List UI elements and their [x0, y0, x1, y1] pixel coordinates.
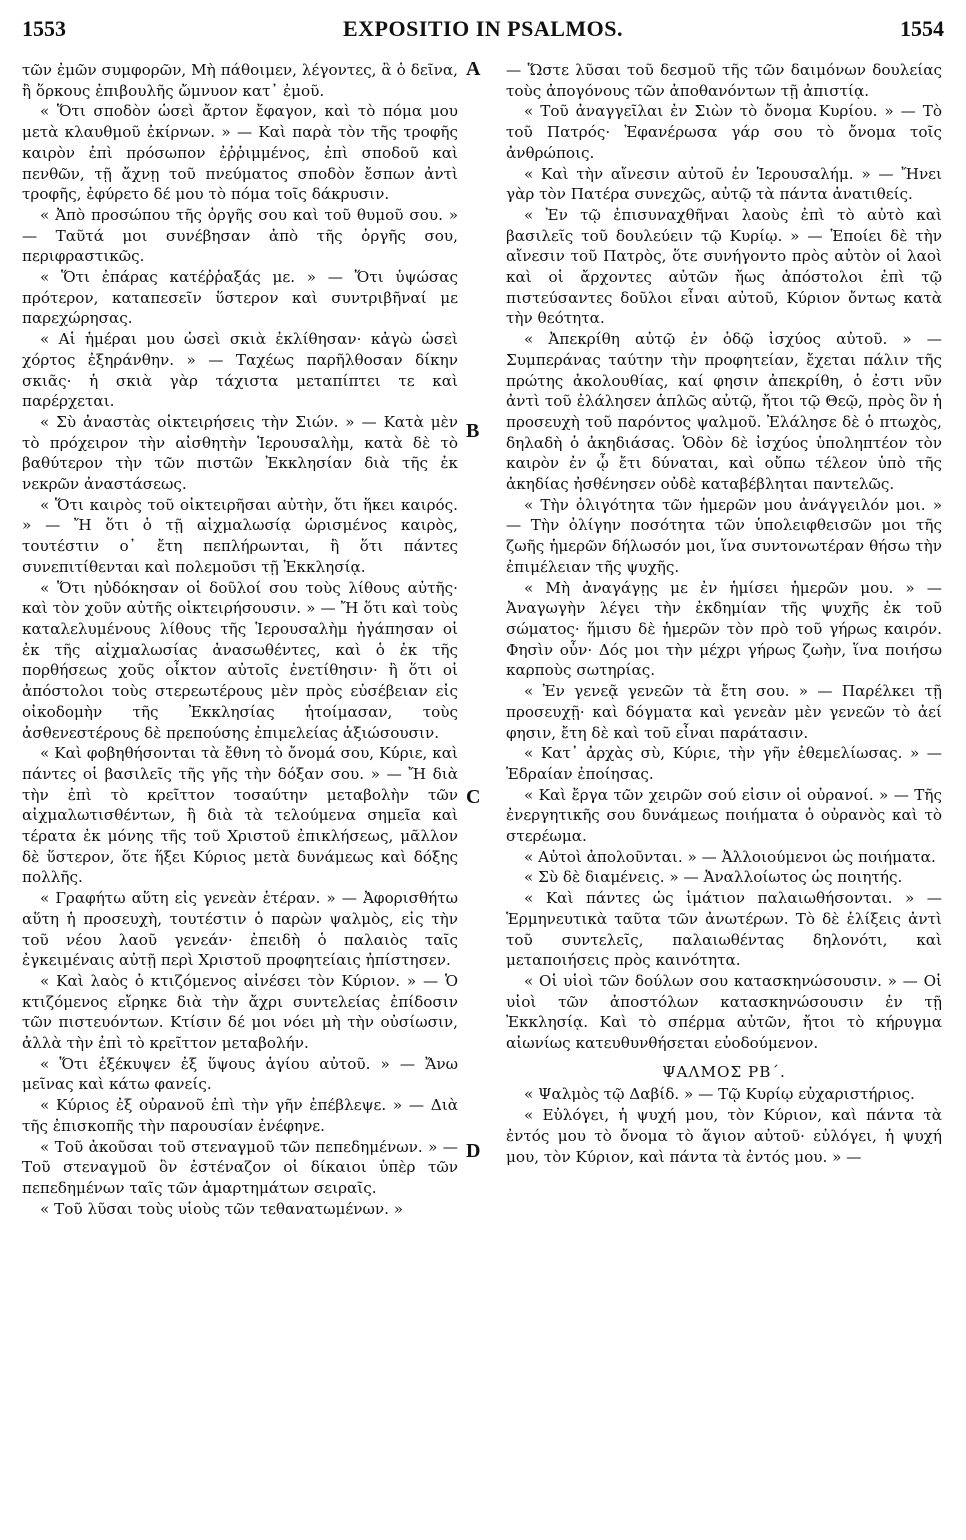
paragraph: « Τοῦ ἀκοῦσαι τοῦ στεναγμοῦ τῶν πεπεδημένων. » — Τοῦ στεναγμοῦ ὃν ἐστέναζον οἱ δίκαιοι ὑπὲρ τῶν πεπεδημένων ταῖς τῶν ἁμαρτημάτων σειραῖς.: [22, 1137, 458, 1197]
paragraph: « Αὐτοὶ ἀπολοῦνται. » — Ἀλλοιούμενοι ὡς ποιήματα.: [524, 847, 936, 866]
page-number-right: 1554: [900, 16, 944, 41]
paragraph: « Καὶ τὴν αἴνεσιν αὐτοῦ ἐν Ἱερουσαλήμ. » — Ἤνει γὰρ τὸν Πατέρα συνεχῶς, αὐτῷ τὰ πάντα ἀνατιθείς.: [506, 164, 942, 204]
page-header: [22, 16, 944, 52]
paragraph: « Ὅτι καιρὸς τοῦ οἰκτειρῆσαι αὐτὴν, ὅτι ἥκει καιρός. » — Ἤ ὅτι ὁ τῇ αἰχμαλωσίᾳ ὡρισμένος καιρὸς, τουτέστιν ο᾽ ἔτη πεπλήρωνται, ἢ ὅτι πάντες συνεπιτίθενται καὶ πολεμοῦσι τῇ Ἐκκλησίᾳ.: [22, 495, 458, 576]
paragraph: « Ἀπὸ προσώπου τῆς ὀργῆς σου καὶ τοῦ θυμοῦ σου. » — Ταῦτά μοι συνέβησαν ἀπὸ τῆς ὀργῆς σου, περιφραστικῶς.: [22, 205, 458, 266]
paragraph: « Ὅτι ἐξέκυψεν ἐξ ὕψους ἁγίου αὐτοῦ. » — Ἄνω μεῖνας καὶ κάτω φανείς.: [22, 1054, 458, 1094]
paragraph: « Κύριος ἐξ οὐρανοῦ ἐπὶ τὴν γῆν ἐπέβλεψε. » — Διὰ τῆς ἐπισκοπῆς τὴν παρουσίαν ἐνέφηνε.: [22, 1096, 458, 1135]
paragraph: « Τοῦ λῦσαι τοὺς υἱοὺς τῶν τεθανατωμένων. »: [40, 1199, 404, 1218]
margin-marker-b: B: [466, 420, 480, 442]
paragraph: « Μὴ ἀναγάγῃς με ἐν ἡμίσει ἡμερῶν μου. » — Ἀναγωγὴν λέγει τὴν ἐκδημίαν τῆς ψυχῆς ἐκ τοῦ σώματος· ἥμισυ δὲ ἡμερῶν τὸν πρὸ τοῦ γήρως καιρόν. Φησὶν οὖν· Δός μοι τὴν μέχρι γήρως ζωὴν, ἵνα ποιήσω καρποὺς σωτηρίας.: [506, 578, 942, 680]
paragraph: « Σὺ δὲ διαμένεις. » — Ἀναλλοίωτος ὡς ποιητής.: [524, 868, 903, 887]
paragraph: — Ὥστε λῦσαι τοῦ δεσμοῦ τῆς τῶν δαιμόνων δουλείας τοὺς ἀπογόνους τῶν ἀποθανόντων τῇ ἀπιστίᾳ.: [506, 61, 942, 100]
paragraph: « Καὶ πάντες ὡς ἱμάτιον παλαιωθήσονται. » — Ἑρμηνευτικὰ ταῦτα τῶν ἀνωτέρων. Τὸ δὲ ἑλίξεις ἀντὶ τοῦ συντελεῖς, παλαιωθέντας δηλονότι, καὶ μεταποιήσεις πρὸς καινότητα.: [506, 889, 942, 970]
paragraph: « Ψαλμὸς τῷ Δαβίδ. » — Τῷ Κυρίῳ εὐχαριστήριος.: [524, 1085, 915, 1104]
paragraph: « Ἀπεκρίθη αὐτῷ ἐν ὁδῷ ἰσχύος αὐτοῦ. » — Συμπεράνας ταύτην τὴν προφητείαν, ἔχεται πάλιν τῆς πρώτης ἀκολουθίας, καί φησιν ἀπεκρίθη, ὁ ἐστι νῦν ἀντὶ τοῦ ἐλάλησεν ἁπλῶς αὐτῷ, ἤτοι τῷ Θεῷ, πρὸς ὃν ἡ προσευχὴ τοῦ παρόντος ψαλμοῦ. Ἐλάλησε δὲ ὁ πτωχὸς, δηλαδὴ ὁ ἀκηδιάσας. Ὁδὸν δὲ ἰσχύος ὑποληπτέον τὸν καιρὸν ἐν ᾧ ἔτι δύναται, καὶ οὔπω τέλεον ὑπὸ τῆς ἀκηδίας ἠσθένησεν οὐδὲ καταβέβληται παντελῶς.: [506, 330, 942, 494]
paragraph: « Αἱ ἡμέραι μου ὡσεὶ σκιὰ ἐκλίθησαν· κἀγὼ ὡσεὶ χόρτος ἐξηράνθην. » — Ταχέως παρῆλθοσαν δίκην σκιᾶς· ἡ σκιὰ γὰρ τάχιστα μεταπίπτει τε καὶ παρέρχεται.: [22, 330, 458, 411]
paragraph: « Οἱ υἱοὶ τῶν δούλων σου κατασκηνώσουσιν. » — Οἱ υἱοὶ τῶν ἀποστόλων κατασκηνώσουσιν ἐν τῇ Ἐκκλησίᾳ. Καὶ τὸ σπέρμα αὐτῶν, ἤτοι τὸ κήρυγμα αἰωνίως κατευθυνθήσεται εὐοδούμενον.: [506, 971, 942, 1053]
paragraph: « Κατ᾽ ἀρχὰς σὺ, Κύριε, τὴν γῆν ἐθεμελίωσας. » — Ἑδραίαν ἐποίησας.: [506, 744, 942, 783]
paragraph: « Γραφήτω αὕτη εἰς γενεὰν ἑτέραν. » — Ἀφορισθήτω αὕτη ἡ προσευχὴ, τουτέστιν ὁ παρὼν ψαλμὸς, εἰς τὴν τοῦ νέου λαοῦ γενεάν· ἐπειδὴ ὁ παλαιὸς ταῖς ἐγκειμέναις αὐτῇ περὶ Χριστοῦ προφητείαις ἠπίστησεν.: [22, 889, 458, 970]
right-column: [506, 60, 942, 1167]
running-title: EXPOSITIO IN PSALMOS.: [342, 16, 624, 41]
paragraph: « Ὅτι ηὐδόκησαν οἱ δοῦλοί σου τοὺς λίθους αὐτῆς· καὶ τὸν χοῦν αὐτῆς οἰκτειρήσουσιν. » — Ἤ ὅτι καὶ τοὺς καταλελυμένους λίθους τῆς Ἱερουσαλὴμ ἠγάπησαν οἱ ἐκ τῆς αἰχμαλωσίας ἀνασωθέντες, καὶ ὁ ἐκ τῆς πορθήσεως χοῦς οἶκτον αὐτοῖς ἐνετίθησιν· ἢ ὅτι οἱ ἀπόστολοι τοὺς στερεωτέρους μὲν πρὸς εὐσέβειαν εἰς οἰκοδομὴν τῆς Ἐκκλησίας ἡτοίμασαν, τοὺς ἀσθενεστέρους δὲ πρεπούσης ἐπιμελείας ἀξιώσουσιν.: [22, 578, 458, 742]
paragraph: « Ἐν γενεᾷ γενεῶν τὰ ἔτη σου. » — Παρέλκει τῇ προσευχῇ· καὶ δόγματα καὶ γενεὰν μὲν γενεῶν τὸ ἀεί φησιν, ἔτη δὲ καὶ τοῦ εἶναι παράτασιν.: [506, 682, 942, 742]
margin-marker-d: D: [466, 1140, 481, 1162]
psalm-heading: ΨΑΛΜΟΣ ΡΒ΄.: [662, 1062, 786, 1081]
paragraph: « Ὅτι ἐπάρας κατέῤῥαξάς με. » — Ὅτι ὑψώσας πρότερον, καταπεσεῖν ὕστερον καὶ συντριβῆναί με παρεχώρησας.: [22, 268, 458, 328]
paragraph: « Σὺ ἀναστὰς οἰκτειρήσεις τὴν Σιών. » — Κατὰ μὲν τὸ πρόχειρον τὴν αἰσθητὴν Ἱερουσαλὴμ, κατὰ δὲ τὸ βαθύτερον τὴν τῶν πιστῶν Ἐκκλησίαν διὰ τῆς ἐκ νεκρῶν ἀναστάσεως.: [22, 412, 458, 494]
paragraph: « Καὶ λαὸς ὁ κτιζόμενος αἰνέσει τὸν Κύριον. » — Ὁ κτιζόμενος εἴρηκε διὰ τὴν ἄχρι συντελείας ἐπίδοσιν τῶν πιστευόντων. Κτίσιν δέ μοι νόει μὴ τὴν οὐσίωσιν, ἀλλὰ τὴν ἐπὶ τὸ κρεῖττον μεταβολήν.: [22, 971, 458, 1053]
paragraph: « Ὅτι σποδὸν ὡσεὶ ἄρτον ἔφαγον, καὶ τὸ πόμα μου μετὰ κλαυθμοῦ ἐκίρνων. » — Καὶ παρὰ τὸν τῆς τροφῆς καιρὸν ἐπὶ πρόσωπον ἐῤῥιμμένος, ἐπὶ σποδοῦ καὶ πενθῶν, τῇ ἄχνῃ τοῦ πνεύματος σποδὸν ἔσπων ἀντὶ τροφῆς, ἐφύρετο δέ μου τὸ πόμα τοῖς δάκρυσιν.: [22, 102, 458, 204]
paragraph: « Ἐν τῷ ἐπισυναχθῆναι λαοὺς ἐπὶ τὸ αὐτὸ καὶ βασιλεῖς τοῦ δουλεύειν τῷ Κυρίῳ. » — Ἐποίει δὲ τὴν αἴνεσιν τοῦ Πατρὸς, ὅτε συνήγοντο πρὸς αὐτὸν οἱ λαοὶ καὶ οἱ ἄρχοντες αὐτῶν ἤως ἀπόστολοι ἐπὶ τῷ πιστεύσαντες δοῦλοι εἶναι αὐτοῦ, Κύριον ὄντως κατὰ τὴν θεότητα.: [506, 205, 942, 328]
paragraph: τῶν ἐμῶν συμφορῶν, Μὴ πάθοιμεν, λέγοντες, ἃ ὁ δεῖνα, ἢ ὅρκους ἐπιβουλῆς ὤμνυον κατ᾽ ἐμοῦ.: [22, 61, 458, 100]
paragraph: « Εὐλόγει, ἡ ψυχή μου, τὸν Κύριον, καὶ πάντα τὰ ἐντός μου τὸ ὄνομα τὸ ἅγιον αὐτοῦ· εὐλόγει, ἡ ψυχή μου, τὸν Κύριον, καὶ πάντα τὰ ἐντός μου. » —: [506, 1106, 942, 1166]
left-column: [22, 60, 458, 1219]
paragraph: « Τοῦ ἀναγγεῖλαι ἐν Σιὼν τὸ ὄνομα Κυρίου. » — Τὸ τοῦ Πατρός· Ἐφανέρωσα γάρ σου τὸ ὄνομα τοῖς ἀνθρώποις.: [506, 102, 942, 162]
paragraph: « Καὶ ἔργα τῶν χειρῶν σού εἰσιν οἱ οὐρανοί. » — Τῆς ἐνεργητικῆς σου δυνάμεως ποιήματα ὁ οὐρανὸς καὶ τὸ στερέωμα.: [506, 785, 942, 846]
margin-marker-c: C: [466, 786, 481, 808]
page-number-left: 1553: [22, 16, 66, 41]
paragraph: « Καὶ φοβηθήσονται τὰ ἔθνη τὸ ὄνομά σου, Κύριε, καὶ πάντες οἱ βασιλεῖς τῆς γῆς τὴν δόξαν σου. » — Ἤ διὰ τὴν ἐπὶ τὸ κρεῖττον τοσαύτην μεταβολὴν τῶν αἰχμαλωτισθέντων, ἢ διὰ τὰ τελούμενα σημεῖα καὶ τέρατα ἐκ μόνης τῆς τοῦ Χριστοῦ ἐπικλήσεως, μᾶλλον δὲ ὕστερον, ὅτε ἥξει Κύριος μετὰ δυνάμεως καὶ δόξης πολλῆς.: [22, 744, 458, 887]
paragraph: « Τὴν ὀλιγότητα τῶν ἡμερῶν μου ἀνάγγειλόν μοι. » — Τὴν ὀλίγην ποσότητα τῶν ὑπολειφθεισῶν μοι τῆς ζωῆς ἡμερῶν δήλωσόν μοι, ἵνα συντονωτέραν θήσω τὴν ἐπιμέλειαν τῆς ψυχῆς.: [506, 495, 942, 576]
margin-marker-a: A: [466, 58, 481, 80]
